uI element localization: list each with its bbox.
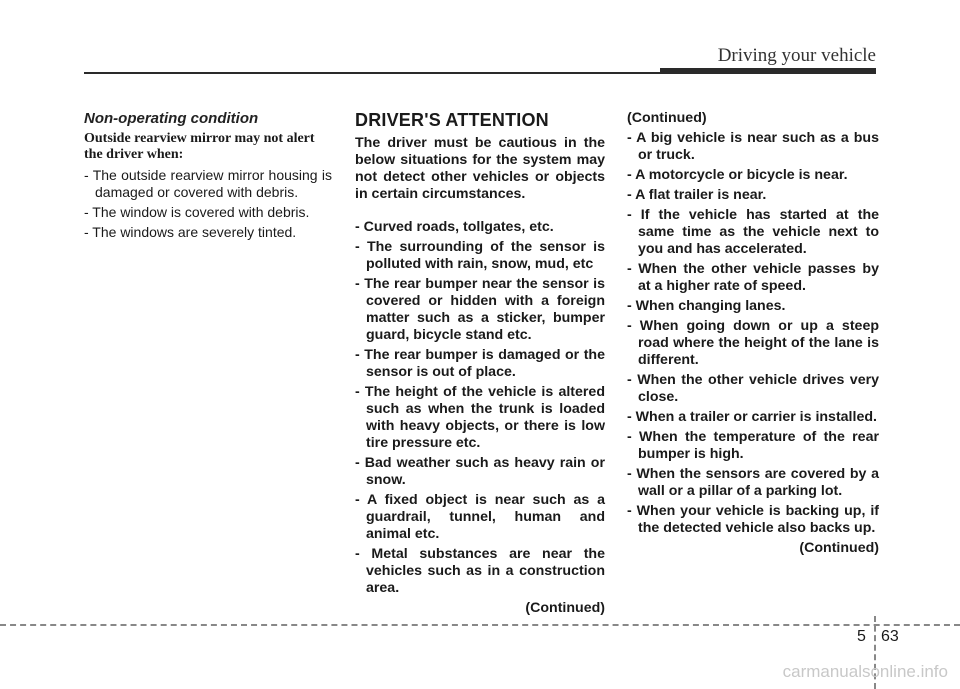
list-item: - The outside rearview mirror housing is damaged or covered with debris. bbox=[84, 167, 332, 200]
list-item: - The window is covered with debris. bbox=[84, 204, 310, 220]
list-item: - When the other vehicle drives very close. bbox=[627, 372, 879, 405]
column-middle bbox=[355, 110, 605, 617]
list-item: - When the other vehicle passes by at a higher rate of speed. bbox=[627, 261, 879, 294]
continued-label: (Continued) bbox=[525, 600, 605, 616]
list-item: - Metal substances are near the vehicles such as in a construction area. bbox=[355, 546, 605, 596]
list-item: - The surrounding of the sensor is polluted with rain, snow, mud, etc bbox=[355, 239, 605, 272]
list-item: - Curved roads, tollgates, etc. bbox=[355, 219, 554, 235]
list-item: - When the sensors are covered by a wall or a pillar of a parking lot. bbox=[627, 466, 879, 499]
drivers-attention-list bbox=[355, 219, 605, 597]
list-item: - When your vehicle is backing up, if the detected vehicle also backs up. bbox=[627, 503, 879, 536]
header-rule-thin bbox=[84, 72, 676, 74]
list-item: - A motorcycle or bicycle is near. bbox=[627, 167, 848, 183]
column-right bbox=[627, 110, 879, 557]
list-item: - A big vehicle is near such as a bus or truck. bbox=[627, 130, 879, 163]
list-item: - A flat trailer is near. bbox=[627, 187, 767, 203]
list-item: - When the temperature of the rear bumper is high. bbox=[627, 429, 879, 462]
list-item: - The rear bumper near the sensor is covered or hidden with a foreign matter such as a sticker, bumper guard, bicycle stand etc. bbox=[355, 276, 605, 343]
footer-rule bbox=[0, 624, 960, 626]
continued-label: (Continued) bbox=[627, 110, 707, 126]
list-item: - The windows are severely tinted. bbox=[84, 224, 297, 240]
drivers-attention-list-continued bbox=[627, 130, 879, 537]
continued-label: (Continued) bbox=[799, 540, 879, 556]
non-operating-list bbox=[84, 167, 332, 241]
list-item: - When changing lanes. bbox=[627, 298, 786, 314]
list-item: - The rear bumper is damaged or the sensor is out of place. bbox=[355, 347, 605, 380]
drivers-attention-intro: The driver must be cautious in the below situations for the system may not detect other vehicles or objects in certain circumstances. bbox=[355, 135, 605, 202]
non-operating-intro: Outside rearview mirror may not alert the driver when: bbox=[84, 131, 315, 162]
page-number: 63 bbox=[881, 628, 899, 645]
list-item: - Bad weather such as heavy rain or snow. bbox=[355, 455, 605, 488]
list-item: - If the vehicle has started at the same time as the vehicle next to you and has accelerated. bbox=[627, 207, 879, 257]
list-item: - When a trailer or carrier is installed. bbox=[627, 409, 877, 425]
list-item: - The height of the vehicle is altered such as when the trunk is loaded with heavy objects, or there is low tire pressure etc. bbox=[355, 384, 605, 451]
list-item: - When going down or up a steep road where the height of the lane is different. bbox=[627, 318, 879, 368]
list-item: - A fixed object is near such as a guardrail, tunnel, human and animal etc. bbox=[355, 492, 605, 542]
chapter-number: 5 bbox=[857, 628, 866, 645]
watermark: carmanualsonline.info bbox=[782, 662, 948, 681]
column-left bbox=[84, 110, 332, 244]
header-rule-thick bbox=[660, 68, 876, 74]
drivers-attention-heading: DRIVER'S ATTENTION bbox=[355, 110, 549, 130]
header-title: Driving your vehicle bbox=[717, 45, 876, 66]
non-operating-heading: Non-operating condition bbox=[84, 110, 259, 127]
